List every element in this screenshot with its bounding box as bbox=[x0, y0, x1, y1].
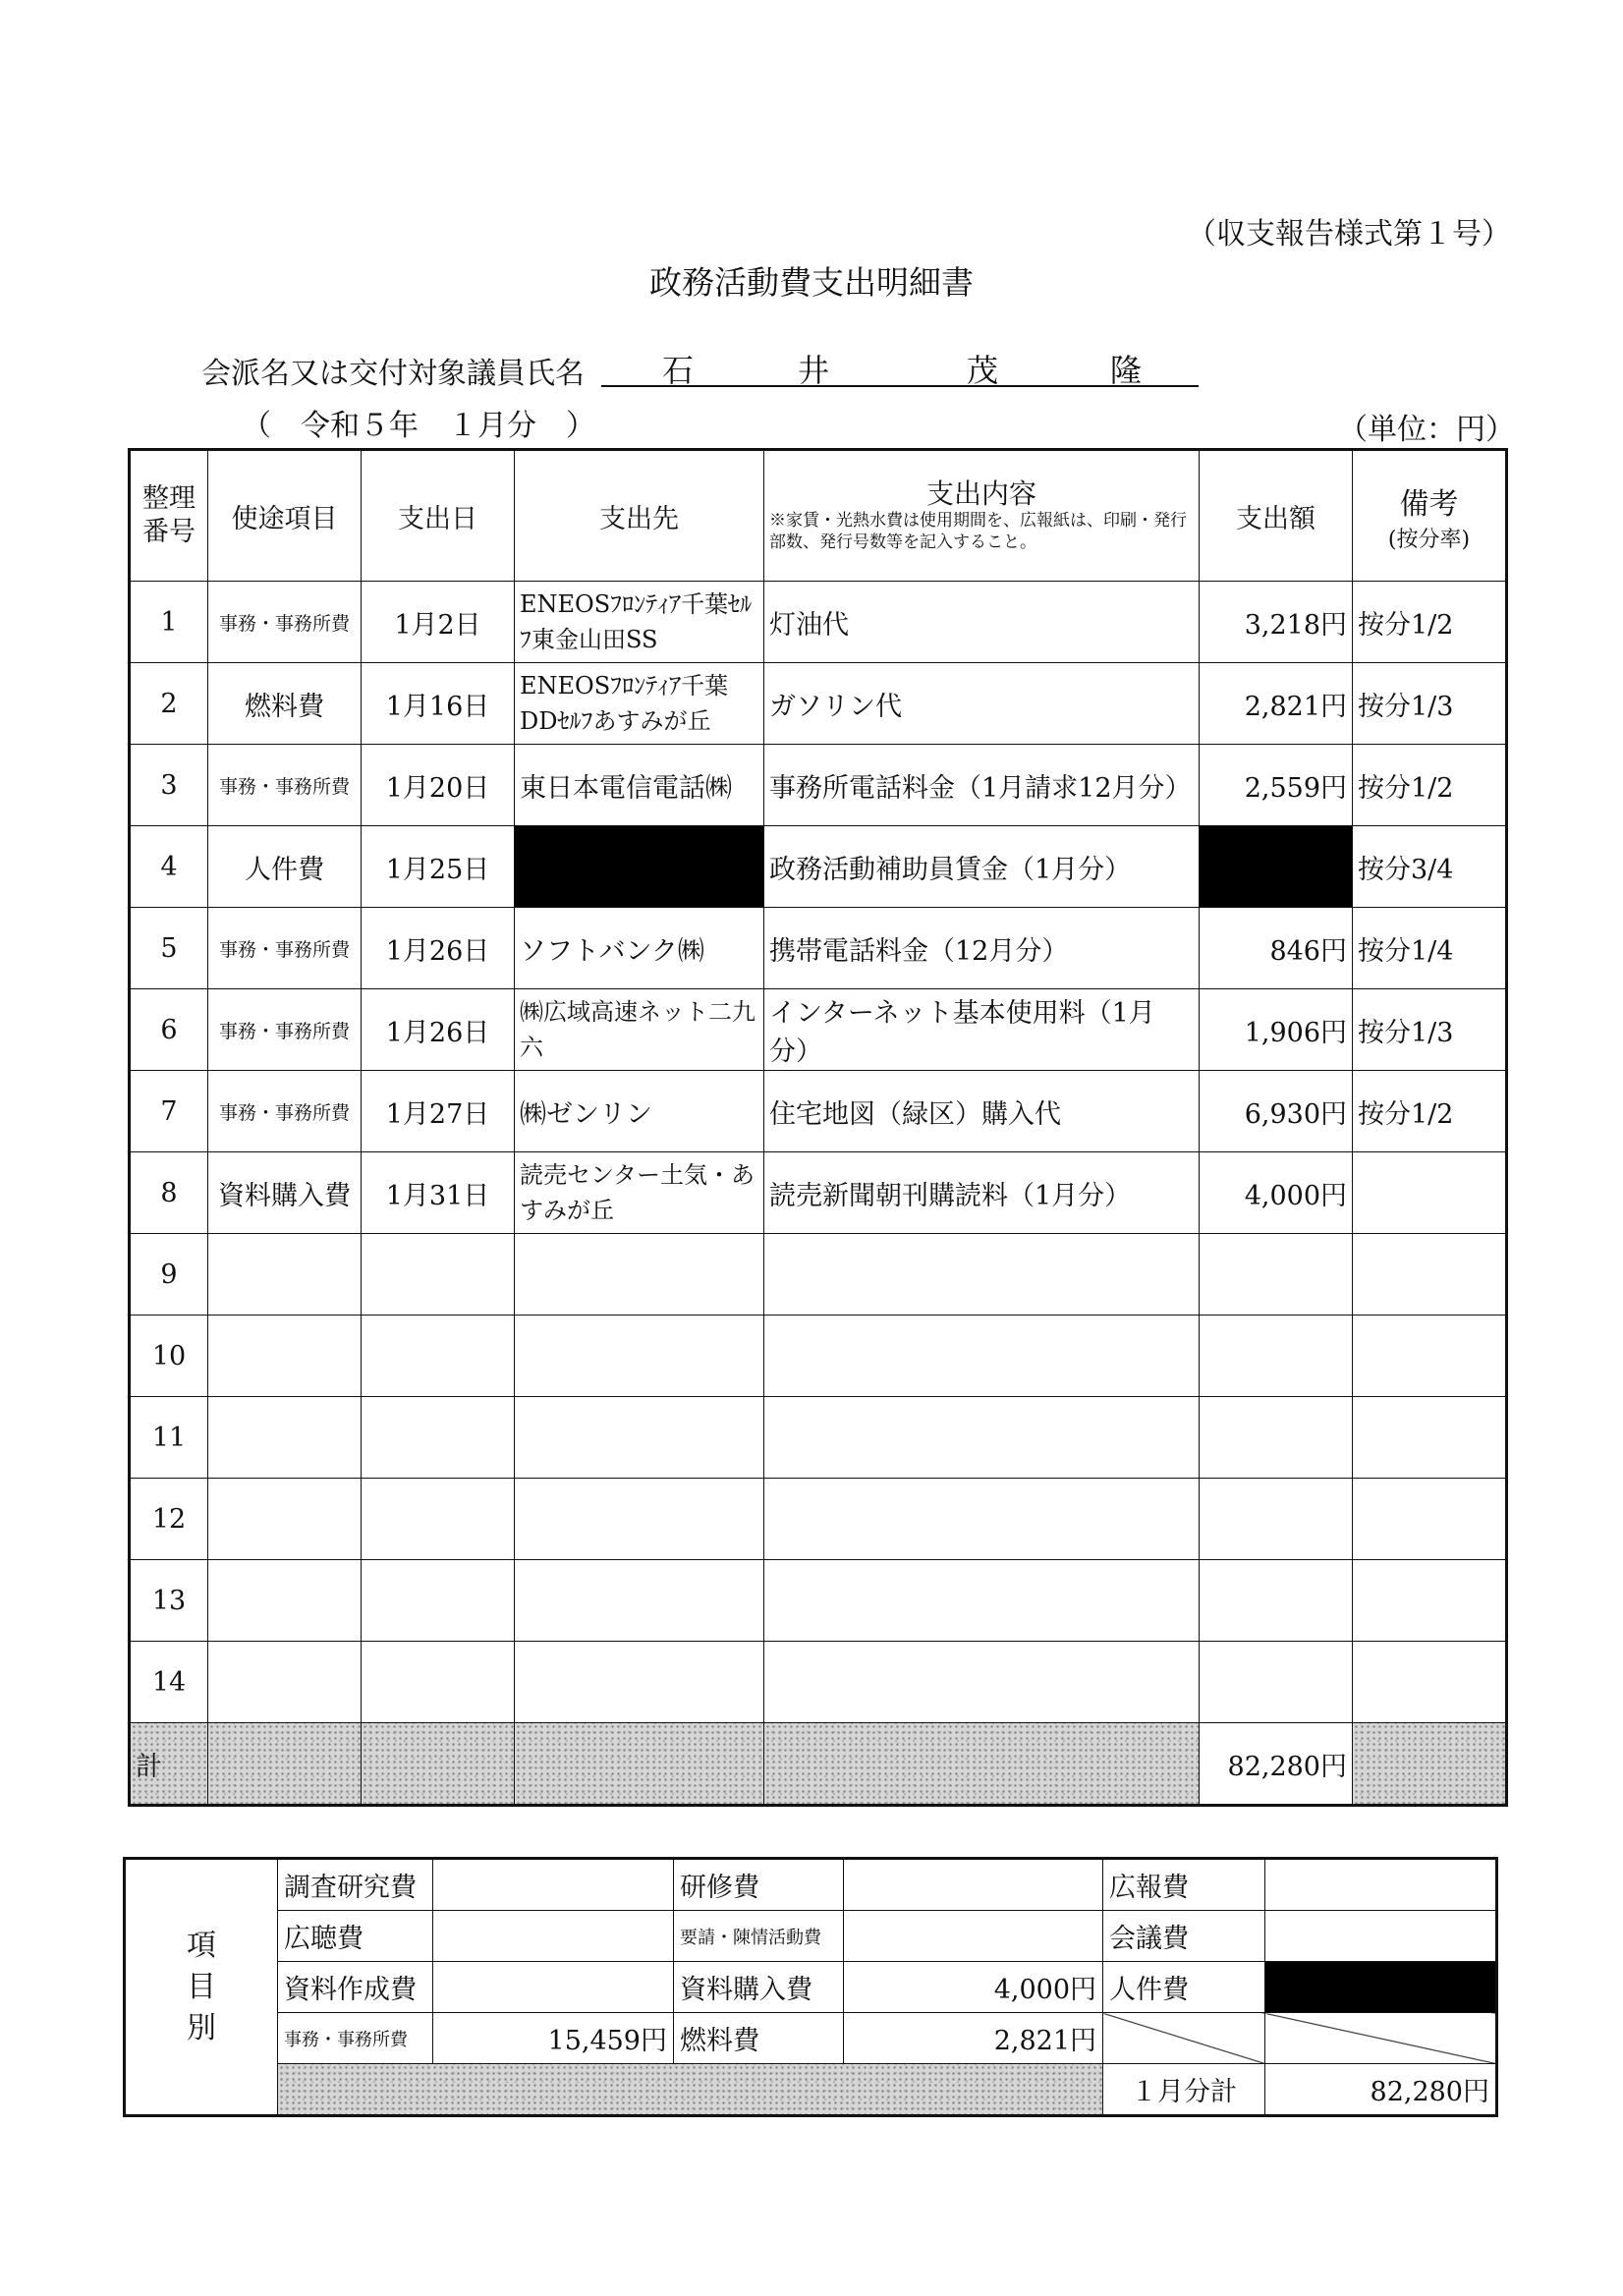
cell-payee bbox=[515, 1560, 764, 1642]
header-no: 整理番号 bbox=[130, 450, 208, 582]
cell-payee: ソフトバンク㈱ bbox=[515, 908, 764, 989]
sum-chousa-label: 調査研究費 bbox=[278, 1859, 433, 1911]
total-blank bbox=[362, 1723, 515, 1806]
table-row bbox=[130, 1479, 1507, 1560]
total-row bbox=[130, 1723, 1507, 1806]
cell-no: 1 bbox=[130, 582, 208, 663]
cell-payee: ㈱広域高速ネット二九六 bbox=[515, 989, 764, 1071]
cell-remarks: 按分1/4 bbox=[1353, 908, 1507, 989]
table-row bbox=[130, 1642, 1507, 1723]
cell-description: 事務所電話料金（1月請求12月分） bbox=[764, 745, 1200, 826]
cell-no: 4 bbox=[130, 826, 208, 908]
sum-kouchou-label: 広聴費 bbox=[278, 1911, 433, 1962]
total-amount: 82,280円 bbox=[1200, 1723, 1353, 1806]
cell-date bbox=[362, 1560, 515, 1642]
cell-amount: 846円 bbox=[1200, 908, 1353, 989]
cell-category: 燃料費 bbox=[208, 663, 362, 745]
cell-payee bbox=[515, 826, 764, 908]
table-row bbox=[130, 745, 1507, 826]
cell-no: 10 bbox=[130, 1316, 208, 1397]
cell-date: 1月2日 bbox=[362, 582, 515, 663]
month-total-label: １月分計 bbox=[1103, 2064, 1265, 2116]
sum-chousa-value bbox=[433, 1859, 674, 1911]
table-row bbox=[130, 582, 1507, 663]
cell-no: 3 bbox=[130, 745, 208, 826]
cell-category bbox=[208, 1560, 362, 1642]
member-name-char: 隆 bbox=[1110, 352, 1143, 389]
cell-date bbox=[362, 1316, 515, 1397]
cell-category: 事務・事務所費 bbox=[208, 989, 362, 1071]
cell-no: 8 bbox=[130, 1152, 208, 1234]
header-remarks bbox=[1353, 450, 1507, 582]
sum-shaded-blank bbox=[278, 2064, 1103, 2116]
cell-date: 1月31日 bbox=[362, 1152, 515, 1234]
cell-date: 1月16日 bbox=[362, 663, 515, 745]
cell-category: 事務・事務所費 bbox=[208, 1071, 362, 1152]
cell-amount: 6,930円 bbox=[1200, 1071, 1353, 1152]
cell-remarks: 按分1/2 bbox=[1353, 582, 1507, 663]
total-blank bbox=[208, 1723, 362, 1806]
cell-payee bbox=[515, 1234, 764, 1316]
header-description-title: 支出内容 bbox=[925, 477, 1036, 510]
summary-table bbox=[123, 1857, 1498, 2117]
sum-shiryou-kounyu-label: 資料購入費 bbox=[674, 1962, 844, 2013]
member-name-char: 茂 bbox=[967, 352, 999, 389]
cell-date bbox=[362, 1479, 515, 1560]
cell-description: 灯油代 bbox=[764, 582, 1200, 663]
sum-shiryou-sakusei-label: 資料作成費 bbox=[278, 1962, 433, 2013]
cell-payee bbox=[515, 1642, 764, 1723]
total-blank bbox=[764, 1723, 1200, 1806]
cell-date bbox=[362, 1642, 515, 1723]
sum-nenryou-value: 2,821円 bbox=[844, 2013, 1103, 2064]
cell-remarks: 按分1/3 bbox=[1353, 663, 1507, 745]
sum-jinken-value-redacted bbox=[1265, 1962, 1497, 2013]
cell-description: 政務活動補助員賃金（1月分） bbox=[764, 826, 1200, 908]
total-blank bbox=[1353, 1723, 1507, 1806]
period-label: （ 令和５年 １月分 ） bbox=[242, 409, 595, 443]
cell-remarks: 按分3/4 bbox=[1353, 826, 1507, 908]
table-row bbox=[130, 826, 1507, 908]
sum-kenshu-label: 研修費 bbox=[674, 1859, 844, 1911]
cell-amount bbox=[1200, 1234, 1353, 1316]
cell-description: 携帯電話料金（12月分） bbox=[764, 908, 1200, 989]
cell-amount: 2,821円 bbox=[1200, 663, 1353, 745]
sum-kaigi-value bbox=[1265, 1911, 1497, 1962]
table-row bbox=[130, 1234, 1507, 1316]
header-description bbox=[764, 450, 1200, 582]
cell-date bbox=[362, 1397, 515, 1479]
cell-remarks bbox=[1353, 1397, 1507, 1479]
table-header-row bbox=[130, 450, 1507, 582]
cell-no: 12 bbox=[130, 1479, 208, 1560]
cell-payee: ENEOSﾌﾛﾝﾃｨｱ千葉DDｾﾙﾌあすみが丘 bbox=[515, 663, 764, 745]
cell-category bbox=[208, 1397, 362, 1479]
header-date: 支出日 bbox=[362, 450, 515, 582]
sum-jimusho-value: 15,459円 bbox=[433, 2013, 674, 2064]
sum-kouchou-value bbox=[433, 1911, 674, 1962]
cell-remarks: 按分1/3 bbox=[1353, 989, 1507, 1071]
cell-no: 14 bbox=[130, 1642, 208, 1723]
sum-kenshu-value bbox=[844, 1859, 1103, 1911]
cell-category: 事務・事務所費 bbox=[208, 582, 362, 663]
cell-description: 読売新聞朝刊購読料（1月分） bbox=[764, 1152, 1200, 1234]
side-char: 項 bbox=[187, 1928, 216, 1963]
cell-description bbox=[764, 1234, 1200, 1316]
sum-kouhou-value bbox=[1265, 1859, 1497, 1911]
cell-description bbox=[764, 1316, 1200, 1397]
sum-shiryou-sakusei-value bbox=[433, 1962, 674, 2013]
cell-description: ガソリン代 bbox=[764, 663, 1200, 745]
cell-category bbox=[208, 1642, 362, 1723]
cell-amount bbox=[1200, 826, 1353, 908]
cell-amount bbox=[1200, 1560, 1353, 1642]
header-remarks-sub: (按分率) bbox=[1387, 527, 1471, 552]
cell-description bbox=[764, 1397, 1200, 1479]
cell-remarks bbox=[1353, 1316, 1507, 1397]
table-row bbox=[130, 1071, 1507, 1152]
cell-category: 事務・事務所費 bbox=[208, 745, 362, 826]
table-row bbox=[130, 989, 1507, 1071]
cell-date: 1月20日 bbox=[362, 745, 515, 826]
cell-description bbox=[764, 1479, 1200, 1560]
sum-jimusho-label: 事務・事務所費 bbox=[278, 2013, 433, 2064]
cell-description: 住宅地図（緑区）購入代 bbox=[764, 1071, 1200, 1152]
cell-no: 5 bbox=[130, 908, 208, 989]
cell-amount bbox=[1200, 1397, 1353, 1479]
header-remarks-title: 備考 bbox=[1399, 486, 1459, 522]
table-row bbox=[130, 1397, 1507, 1479]
cell-remarks bbox=[1353, 1560, 1507, 1642]
cell-amount bbox=[1200, 1642, 1353, 1723]
cell-description bbox=[764, 1642, 1200, 1723]
unit-label: （単位：円） bbox=[1338, 413, 1515, 447]
side-char: 別 bbox=[187, 2010, 216, 2045]
header-payee: 支出先 bbox=[515, 450, 764, 582]
cell-no: 11 bbox=[130, 1397, 208, 1479]
expense-table bbox=[128, 448, 1508, 1807]
cell-no: 13 bbox=[130, 1560, 208, 1642]
cell-no: 2 bbox=[130, 663, 208, 745]
cell-payee: 東日本電信電話㈱ bbox=[515, 745, 764, 826]
cell-description bbox=[764, 1560, 1200, 1642]
header-category: 使途項目 bbox=[208, 450, 362, 582]
cell-amount: 2,559円 bbox=[1200, 745, 1353, 826]
member-name bbox=[601, 346, 1199, 387]
sum-nenryou-label: 燃料費 bbox=[674, 2013, 844, 2064]
cell-no: 6 bbox=[130, 989, 208, 1071]
cell-remarks bbox=[1353, 1234, 1507, 1316]
cell-category bbox=[208, 1479, 362, 1560]
table-row bbox=[130, 908, 1507, 989]
cell-remarks: 按分1/2 bbox=[1353, 745, 1507, 826]
cell-amount bbox=[1200, 1316, 1353, 1397]
member-name-char: 井 bbox=[798, 352, 830, 389]
cell-no: 9 bbox=[130, 1234, 208, 1316]
cell-date: 1月26日 bbox=[362, 989, 515, 1071]
table-row bbox=[130, 663, 1507, 745]
cell-amount bbox=[1200, 1479, 1353, 1560]
total-blank bbox=[515, 1723, 764, 1806]
cell-category: 資料購入費 bbox=[208, 1152, 362, 1234]
member-label: 会派名又は交付対象議員氏名 bbox=[201, 357, 585, 391]
total-label: 計 bbox=[130, 1723, 208, 1806]
table-row bbox=[130, 1560, 1507, 1642]
sum-shiryou-kounyu-value: 4,000円 bbox=[844, 1962, 1103, 2013]
cell-remarks bbox=[1353, 1152, 1507, 1234]
cell-remarks: 按分1/2 bbox=[1353, 1071, 1507, 1152]
cell-date: 1月25日 bbox=[362, 826, 515, 908]
cell-no: 7 bbox=[130, 1071, 208, 1152]
cell-category bbox=[208, 1316, 362, 1397]
sum-diagonal-blank bbox=[1265, 2013, 1497, 2064]
cell-amount: 3,218円 bbox=[1200, 582, 1353, 663]
summary-side-label bbox=[125, 1859, 278, 2116]
cell-category: 事務・事務所費 bbox=[208, 908, 362, 989]
header-amount: 支出額 bbox=[1200, 450, 1353, 582]
cell-payee bbox=[515, 1316, 764, 1397]
cell-amount: 1,906円 bbox=[1200, 989, 1353, 1071]
sum-kouhou-label: 広報費 bbox=[1103, 1859, 1265, 1911]
cell-date: 1月27日 bbox=[362, 1071, 515, 1152]
table-row bbox=[130, 1152, 1507, 1234]
month-total-value: 82,280円 bbox=[1265, 2064, 1497, 2116]
cell-date bbox=[362, 1234, 515, 1316]
cell-category: 人件費 bbox=[208, 826, 362, 908]
member-name-char: 石 bbox=[662, 352, 695, 389]
header-description-note: ※家賃・光熱水費は使用期間を、広報紙は、印刷・発行部数、発行号数等を記入すること。 bbox=[769, 511, 1187, 552]
sum-kaigi-label: 会議費 bbox=[1103, 1911, 1265, 1962]
cell-remarks bbox=[1353, 1479, 1507, 1560]
sum-yousei-value bbox=[844, 1911, 1103, 1962]
table-row bbox=[130, 1316, 1507, 1397]
cell-payee bbox=[515, 1479, 764, 1560]
cell-payee: 読売センター土気・あすみが丘 bbox=[515, 1152, 764, 1234]
cell-payee: ㈱ゼンリン bbox=[515, 1071, 764, 1152]
sum-yousei-label: 要請・陳情活動費 bbox=[674, 1911, 844, 1962]
cell-payee bbox=[515, 1397, 764, 1479]
cell-remarks bbox=[1353, 1642, 1507, 1723]
cell-date: 1月26日 bbox=[362, 908, 515, 989]
form-number: （収支報告様式第１号） bbox=[1187, 217, 1511, 252]
sum-jinken-label: 人件費 bbox=[1103, 1962, 1265, 2013]
cell-payee: ENEOSﾌﾛﾝﾃｨｱ千葉ｾﾙﾌ東金山田SS bbox=[515, 582, 764, 663]
sum-diagonal-blank bbox=[1103, 2013, 1265, 2064]
cell-amount: 4,000円 bbox=[1200, 1152, 1353, 1234]
cell-description: インターネット基本使用料（1月分） bbox=[764, 989, 1200, 1071]
cell-category bbox=[208, 1234, 362, 1316]
document-title: 政務活動費支出明細書 bbox=[649, 263, 974, 302]
side-char: 目 bbox=[187, 1969, 216, 2004]
